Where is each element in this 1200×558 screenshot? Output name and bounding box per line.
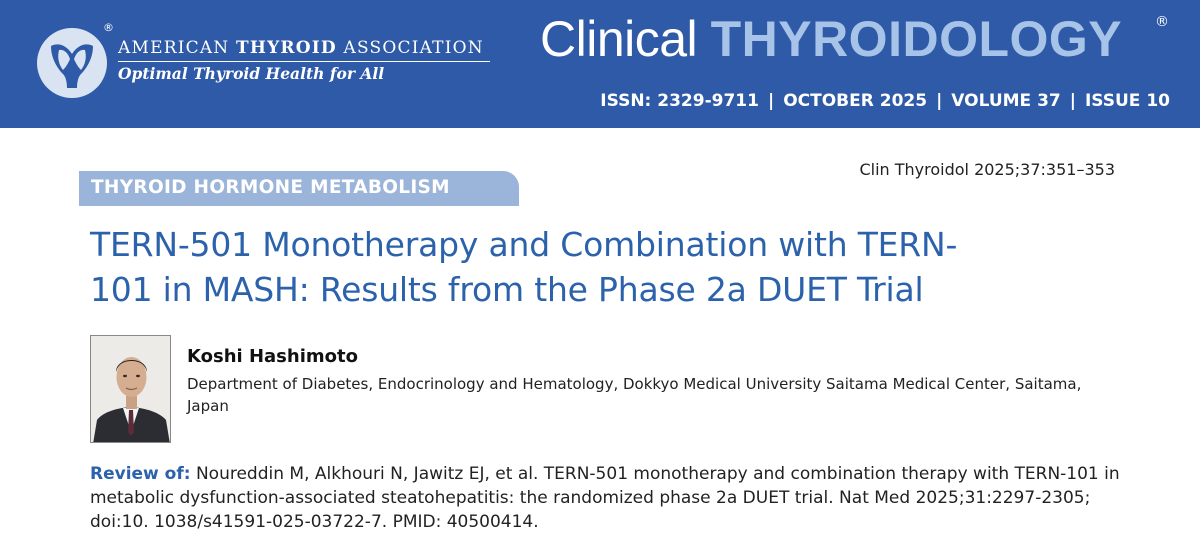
registered-mark: ® [103, 21, 114, 34]
org-name-bold: THYROID [235, 38, 337, 58]
separator: | [1069, 91, 1076, 111]
separator: | [767, 91, 775, 111]
review-citation [90, 462, 1130, 534]
review-reference: Noureddin M, Alkhouri N, Jawitz EJ, et al. TERN-501 monotherapy and combination therapy with TERN-101 in metabolic dysfunction-associated steatohepatitis: the randomized phase 2a DUET trial. Nat Med 2025;31:2297-2305; doi:10. 1038/s41591-025-03722-7. PMID: 40500414. [90, 464, 1120, 532]
title-line-1: TERN-501 Monotherapy and Combination with TERN- [90, 225, 958, 264]
separator: | [936, 91, 943, 111]
journal-title [540, 10, 1122, 68]
author-photo [90, 335, 171, 443]
journal-word-thyroidology: THYROIDOLOGY [710, 11, 1123, 67]
section-label: THYROID HORMONE METABOLISM [91, 177, 450, 198]
org-divider [118, 61, 490, 62]
issue-date: OCTOBER 2025 [783, 91, 928, 111]
title-line-2: 101 in MASH: Results from the Phase 2a DUET Trial [90, 270, 924, 309]
section-banner [79, 171, 519, 206]
issue-info [600, 91, 1170, 111]
issn: ISSN: 2329-9711 [600, 91, 759, 111]
review-label: Review of: [90, 464, 191, 484]
organization-name [118, 38, 484, 58]
journal-word-clinical: Clinical [540, 11, 698, 67]
author-name: Koshi Hashimoto [187, 346, 358, 367]
article-title [90, 222, 1130, 312]
journal-header [0, 0, 1200, 128]
journal-registered-mark: ® [1155, 14, 1169, 30]
org-name-post: ASSOCIATION [336, 38, 484, 58]
author-affiliation: Department of Diabetes, Endocrinology and Hematology, Dokkyo Medical University Saitama Medical Center, Saitama, Japan [187, 375, 1082, 415]
organization-tagline: Optimal Thyroid Health for All [118, 64, 385, 83]
issue-number: ISSUE 10 [1084, 91, 1170, 111]
org-name-pre: AMERICAN [118, 38, 236, 58]
citation: Clin Thyroidol 2025;37:351–353 [859, 160, 1115, 179]
ata-logo-icon [37, 28, 107, 98]
volume: VOLUME 37 [951, 91, 1061, 111]
